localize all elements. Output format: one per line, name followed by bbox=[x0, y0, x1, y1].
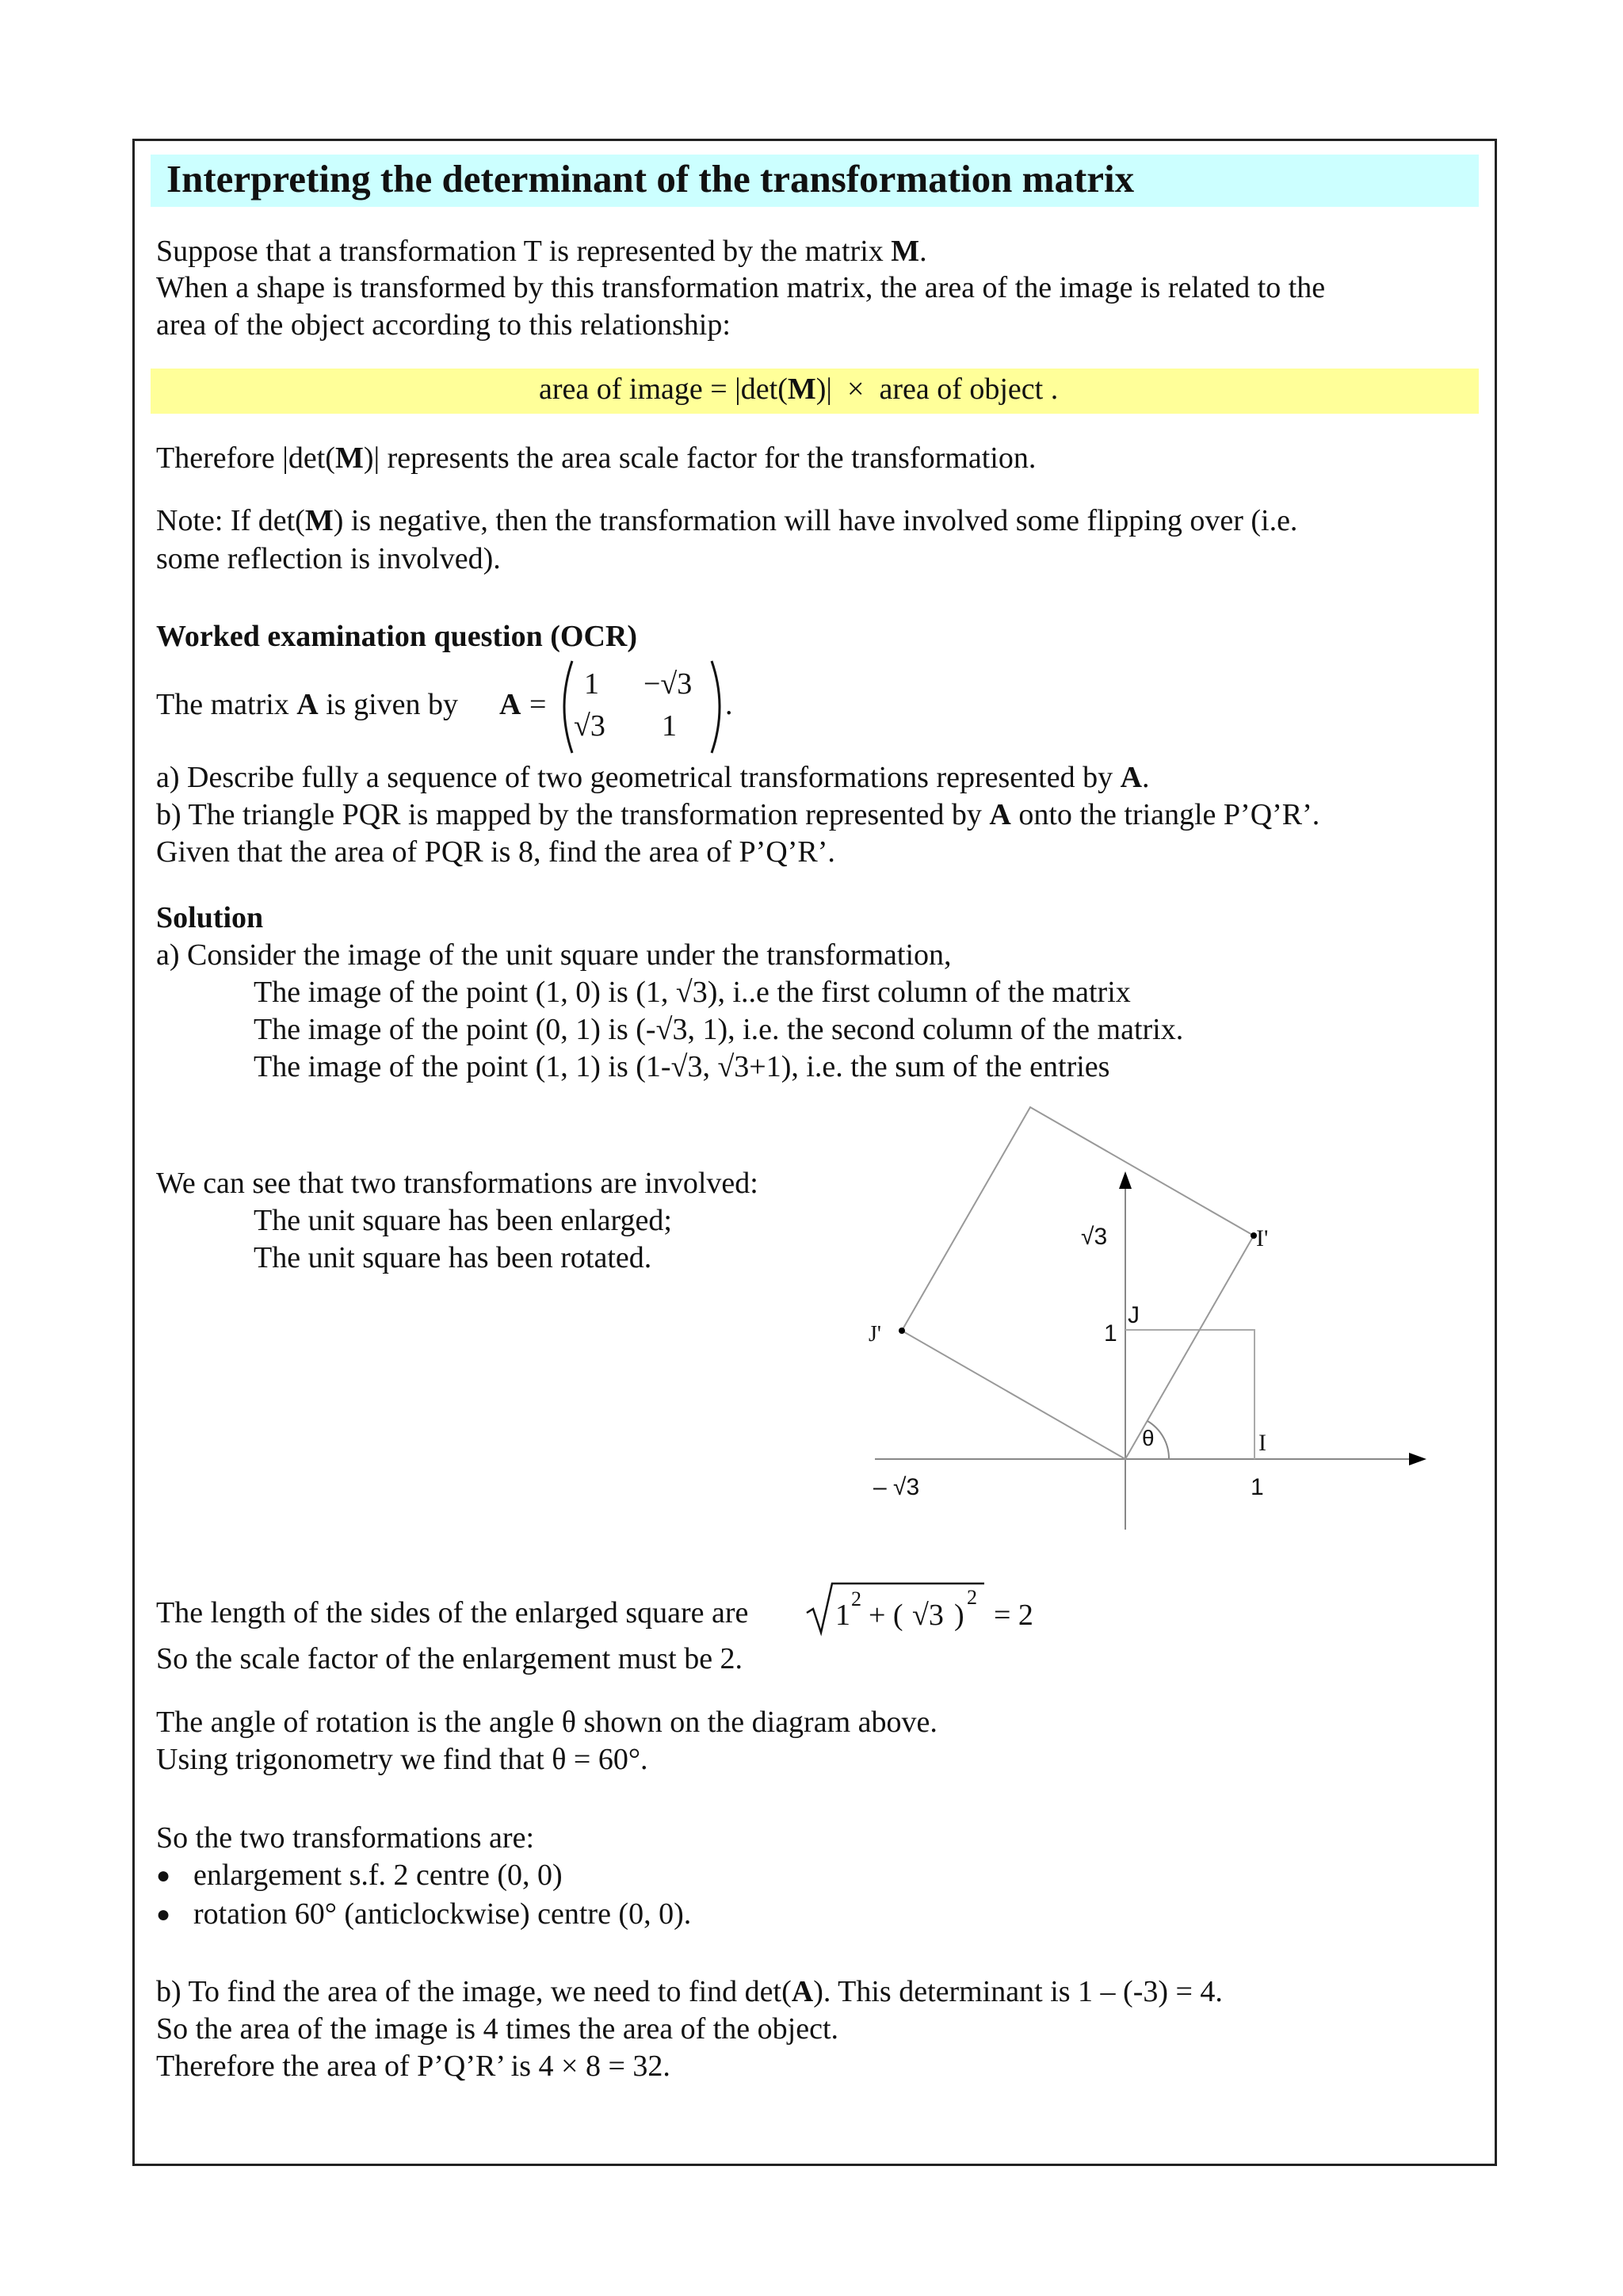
bullet-icon: ● bbox=[156, 1862, 171, 1889]
expr-close: ) bbox=[954, 1599, 964, 1632]
length-expression bbox=[804, 1577, 1065, 1641]
matrix-a11: 1 bbox=[584, 667, 599, 701]
conclusion-bullet-1: enlargement s.f. 2 centre (0, 0) bbox=[193, 1859, 563, 1892]
label-sqrt3-y: √3 bbox=[1081, 1224, 1108, 1250]
label-i: I bbox=[1258, 1430, 1266, 1456]
lengths-text: The length of the sides of the enlarged square are bbox=[156, 1596, 749, 1629]
part-b-line-3: Therefore the area of P’Q’R’ is 4 × 8 = 32. bbox=[156, 2050, 670, 2083]
enlarged-text: The unit square has been enlarged; bbox=[254, 1204, 672, 1237]
area-formula: area of image = |det(M)| × area of object . bbox=[539, 372, 1059, 406]
question-b: b) The triangle PQR is mapped by the transformation represented by A onto the triangle P’Q’R’. bbox=[156, 798, 1320, 831]
expr-square-2: 2 bbox=[967, 1586, 977, 1609]
worked-heading: Worked examination question (OCR) bbox=[156, 620, 637, 653]
label-i-prime: I' bbox=[1256, 1225, 1269, 1251]
angle-line-1: The angle of rotation is the angle θ shown on the diagram above. bbox=[156, 1706, 938, 1739]
page-title: Interpreting the determinant of the transformation matrix bbox=[166, 157, 1135, 201]
two-transformations-text: We can see that two transformations are involved: bbox=[156, 1167, 758, 1200]
image-point-2: The image of the point (0, 1) is (-√3, 1), i.e. the second column of the matrix. bbox=[254, 1013, 1184, 1046]
matrix-equals: = bbox=[529, 688, 547, 721]
unit-square-diagram bbox=[856, 1102, 1442, 1545]
expr-square-1: 2 bbox=[851, 1587, 861, 1610]
expr-result: = 2 bbox=[994, 1599, 1033, 1632]
intro-line-1: Suppose that a transformation T is represented by the matrix M. bbox=[156, 235, 927, 268]
scale-factor-conclusion: So the scale factor of the enlargement must be 2. bbox=[156, 1642, 743, 1675]
solution-heading: Solution bbox=[156, 901, 264, 934]
matrix-a21: √3 bbox=[574, 709, 605, 743]
conclusion-bullet-2: rotation 60° (anticlockwise) centre (0, 0). bbox=[193, 1897, 692, 1931]
image-square bbox=[902, 1107, 1254, 1459]
matrix-period: . bbox=[725, 688, 733, 721]
note-line-1: Note: If det(M) is negative, then the transformation will have involved some flipping over (i.e. bbox=[156, 504, 1298, 537]
rotated-text: The unit square has been rotated. bbox=[254, 1241, 652, 1274]
solution-a-intro: a) Consider the image of the unit square under the transformation, bbox=[156, 938, 952, 972]
matrix-a12: −√3 bbox=[643, 667, 693, 701]
matrix-symbol: A bbox=[499, 688, 521, 721]
matrix-intro: The matrix A is given by bbox=[156, 688, 459, 721]
y-axis-arrow bbox=[1119, 1171, 1132, 1189]
label-theta: θ bbox=[1142, 1426, 1155, 1450]
bullet-icon: ● bbox=[156, 1901, 171, 1927]
angle-line-2: Using trigonometry we find that θ = 60°. bbox=[156, 1743, 648, 1776]
note-line-2: some reflection is involved). bbox=[156, 542, 501, 575]
intro-line-2: When a shape is transformed by this transformation matrix, the area of the image is related to the bbox=[156, 271, 1326, 304]
question-b-line-2: Given that the area of PQR is 8, find the area of P’Q’R’. bbox=[156, 835, 835, 869]
label-j: J bbox=[1128, 1302, 1140, 1328]
part-b-line-1: b) To find the area of the image, we need to find det(A). This determinant is 1 – (-3) = 4. bbox=[156, 1975, 1223, 2008]
intro-line-3: area of the object according to this relationship: bbox=[156, 308, 731, 342]
label-j-prime: J' bbox=[869, 1322, 881, 1347]
expr-sqrt3: √3 bbox=[912, 1599, 944, 1632]
label-1-x: 1 bbox=[1251, 1474, 1264, 1500]
point-j-prime bbox=[899, 1328, 905, 1334]
label-neg-sqrt3: – √3 bbox=[873, 1474, 920, 1500]
matrix-a22: 1 bbox=[662, 709, 677, 743]
x-axis-arrow bbox=[1409, 1453, 1426, 1465]
part-b-line-2: So the area of the image is 4 times the area of the object. bbox=[156, 2012, 839, 2046]
question-a: a) Describe fully a sequence of two geometrical transformations represented by A. bbox=[156, 761, 1150, 794]
label-1-y: 1 bbox=[1104, 1320, 1117, 1347]
scale-factor-text: Therefore |det(M)| represents the area scale factor for the transformation. bbox=[156, 441, 1037, 475]
expr-plus: + ( bbox=[869, 1599, 903, 1632]
image-point-1: The image of the point (1, 0) is (1, √3), i..e the first column of the matrix bbox=[254, 976, 1131, 1009]
conclusion-intro: So the two transformations are: bbox=[156, 1821, 535, 1855]
image-point-3: The image of the point (1, 1) is (1-√3, √3+1), i.e. the sum of the entries bbox=[254, 1050, 1110, 1083]
expr-one: 1 bbox=[835, 1599, 850, 1632]
